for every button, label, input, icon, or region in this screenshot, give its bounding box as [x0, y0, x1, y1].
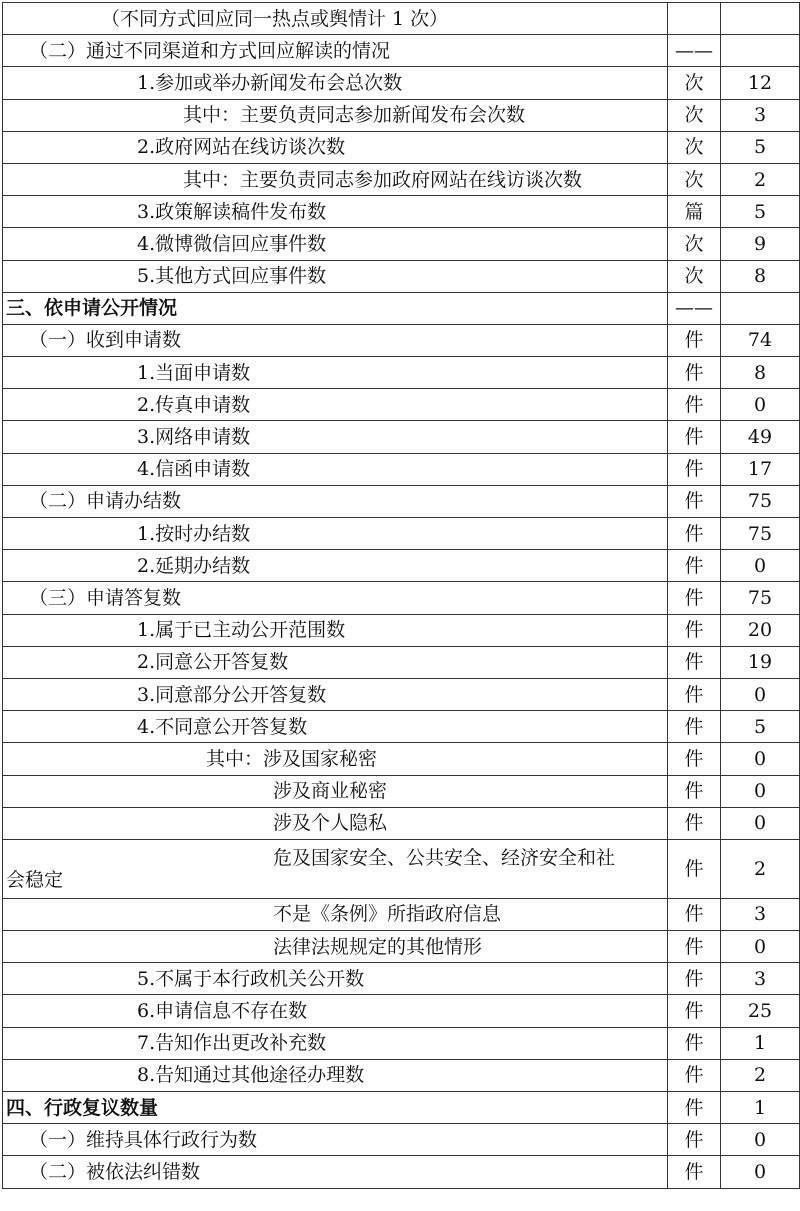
row-label: （一）收到申请数 — [3, 324, 668, 356]
table-row — [3, 196, 800, 228]
row-unit: 次 — [668, 163, 721, 195]
row-label: 三、依申请公开情况 — [3, 292, 668, 324]
row-value: 12 — [721, 67, 800, 99]
table-row — [3, 550, 800, 582]
row-value: 1 — [721, 1027, 800, 1059]
row-value: 49 — [721, 421, 800, 453]
row-label: 1.按时办结数 — [3, 518, 668, 550]
row-unit: 件 — [668, 1156, 721, 1188]
row-label: 2.延期办结数 — [3, 550, 668, 582]
table-row — [3, 931, 800, 963]
row-label: 涉及商业秘密 — [3, 775, 668, 807]
row-value: 2 — [721, 163, 800, 195]
row-unit: 件 — [668, 1092, 721, 1124]
row-unit: 件 — [668, 807, 721, 839]
row-value: 5 — [721, 131, 800, 163]
table-row — [3, 260, 800, 292]
row-value: 8 — [721, 357, 800, 389]
table-row — [3, 995, 800, 1027]
row-unit: 件 — [668, 775, 721, 807]
row-value: 0 — [721, 743, 800, 775]
disclosure-statistics-table — [2, 2, 800, 1189]
row-unit: 次 — [668, 99, 721, 131]
row-label — [3, 839, 668, 898]
table-row — [3, 1092, 800, 1124]
row-unit: 件 — [668, 421, 721, 453]
row-value: 25 — [721, 995, 800, 1027]
row-value: 75 — [721, 518, 800, 550]
row-unit: 件 — [668, 324, 721, 356]
table-row — [3, 131, 800, 163]
row-unit: 件 — [668, 453, 721, 485]
row-label: 4.不同意公开答复数 — [3, 711, 668, 743]
row-value: 0 — [721, 678, 800, 710]
table-row — [3, 485, 800, 517]
row-label: 5.其他方式回应事件数 — [3, 260, 668, 292]
row-label-line1: 危及国家安全、公共安全、经济安全和社 — [273, 846, 616, 869]
row-unit: 件 — [668, 614, 721, 646]
row-label: 涉及个人隐私 — [3, 807, 668, 839]
table-body — [3, 3, 800, 1189]
row-unit: 件 — [668, 678, 721, 710]
row-label: 5.不属于本行政机关公开数 — [3, 963, 668, 995]
row-unit: —— — [668, 35, 721, 67]
row-label: 4.微博微信回应事件数 — [3, 228, 668, 260]
row-value: 1 — [721, 1092, 800, 1124]
row-value: 2 — [721, 1059, 800, 1091]
row-label: 3.网络申请数 — [3, 421, 668, 453]
row-label: 其中：主要负责同志参加政府网站在线访谈次数 — [3, 163, 668, 195]
row-unit: 件 — [668, 1124, 721, 1156]
row-unit: 件 — [668, 518, 721, 550]
row-unit: 件 — [668, 582, 721, 614]
row-label: 2.同意公开答复数 — [3, 646, 668, 678]
row-value: 3 — [721, 963, 800, 995]
row-label: 2.传真申请数 — [3, 389, 668, 421]
row-label: （二）申请办结数 — [3, 485, 668, 517]
table-row — [3, 1027, 800, 1059]
row-unit: 次 — [668, 67, 721, 99]
row-value: 0 — [721, 1156, 800, 1188]
row-unit: 件 — [668, 963, 721, 995]
row-unit: 次 — [668, 228, 721, 260]
row-label: 1.参加或举办新闻发布会总次数 — [3, 67, 668, 99]
row-value: 19 — [721, 646, 800, 678]
table-row — [3, 839, 800, 898]
row-label: 其中：主要负责同志参加新闻发布会次数 — [3, 99, 668, 131]
table-row — [3, 67, 800, 99]
row-label: （二）被依法纠错数 — [3, 1156, 668, 1188]
table-row — [3, 228, 800, 260]
row-label: 四、行政复议数量 — [3, 1092, 668, 1124]
row-value: 3 — [721, 99, 800, 131]
row-value — [721, 292, 800, 324]
table-row — [3, 898, 800, 930]
row-label: 7.告知作出更改补充数 — [3, 1027, 668, 1059]
row-value: 75 — [721, 485, 800, 517]
row-value: 8 — [721, 260, 800, 292]
row-label: 3.同意部分公开答复数 — [3, 678, 668, 710]
row-unit: 件 — [668, 898, 721, 930]
table-row — [3, 421, 800, 453]
row-value: 5 — [721, 711, 800, 743]
row-unit: 次 — [668, 260, 721, 292]
row-label: （不同方式回应同一热点或舆情计 1 次） — [3, 3, 668, 35]
row-unit: 件 — [668, 1059, 721, 1091]
row-value: 0 — [721, 389, 800, 421]
row-label: （一）维持具体行政行为数 — [3, 1124, 668, 1156]
row-value: 3 — [721, 898, 800, 930]
table-row — [3, 1059, 800, 1091]
row-label: 2.政府网站在线访谈次数 — [3, 131, 668, 163]
table-row — [3, 1156, 800, 1188]
table-row — [3, 646, 800, 678]
row-unit: 件 — [668, 711, 721, 743]
table-row — [3, 389, 800, 421]
row-value: 17 — [721, 453, 800, 485]
row-label: 8.告知通过其他途径办理数 — [3, 1059, 668, 1091]
row-label-line2: 会稳定 — [6, 868, 64, 891]
row-value: 0 — [721, 1124, 800, 1156]
table-row — [3, 582, 800, 614]
table-row — [3, 357, 800, 389]
row-unit: 件 — [668, 995, 721, 1027]
row-label: 6.申请信息不存在数 — [3, 995, 668, 1027]
table-row — [3, 775, 800, 807]
row-unit: 次 — [668, 131, 721, 163]
row-unit: 件 — [668, 839, 721, 898]
table-row — [3, 99, 800, 131]
row-label: 法律法规规定的其他情形 — [3, 931, 668, 963]
row-value: 0 — [721, 807, 800, 839]
row-unit: 件 — [668, 1027, 721, 1059]
table-row — [3, 614, 800, 646]
table-row — [3, 35, 800, 67]
table-row — [3, 743, 800, 775]
table-row — [3, 324, 800, 356]
row-unit: 件 — [668, 646, 721, 678]
table-row — [3, 453, 800, 485]
row-value: 0 — [721, 775, 800, 807]
row-label: （三）申请答复数 — [3, 582, 668, 614]
table-row — [3, 1124, 800, 1156]
row-unit — [668, 3, 721, 35]
row-unit: 篇 — [668, 196, 721, 228]
table-row — [3, 163, 800, 195]
row-value — [721, 35, 800, 67]
row-unit: 件 — [668, 931, 721, 963]
row-value: 75 — [721, 582, 800, 614]
row-label: 其中：涉及国家秘密 — [3, 743, 668, 775]
table-row — [3, 518, 800, 550]
row-value: 5 — [721, 196, 800, 228]
row-label: 3.政策解读稿件发布数 — [3, 196, 668, 228]
table-row — [3, 3, 800, 35]
row-unit: 件 — [668, 389, 721, 421]
row-value: 9 — [721, 228, 800, 260]
row-unit: 件 — [668, 550, 721, 582]
row-value: 0 — [721, 931, 800, 963]
row-value: 20 — [721, 614, 800, 646]
row-unit: 件 — [668, 357, 721, 389]
row-value: 0 — [721, 550, 800, 582]
row-value — [721, 3, 800, 35]
row-label: （二）通过不同渠道和方式回应解读的情况 — [3, 35, 668, 67]
table-row — [3, 292, 800, 324]
table-row — [3, 711, 800, 743]
row-label: 4.信函申请数 — [3, 453, 668, 485]
row-label: 1.当面申请数 — [3, 357, 668, 389]
table-row — [3, 807, 800, 839]
table-row — [3, 963, 800, 995]
row-label: 1.属于已主动公开范围数 — [3, 614, 668, 646]
row-unit: 件 — [668, 743, 721, 775]
row-unit: —— — [668, 292, 721, 324]
row-unit: 件 — [668, 485, 721, 517]
row-label: 不是《条例》所指政府信息 — [3, 898, 668, 930]
row-value: 2 — [721, 839, 800, 898]
table-row — [3, 678, 800, 710]
row-value: 74 — [721, 324, 800, 356]
